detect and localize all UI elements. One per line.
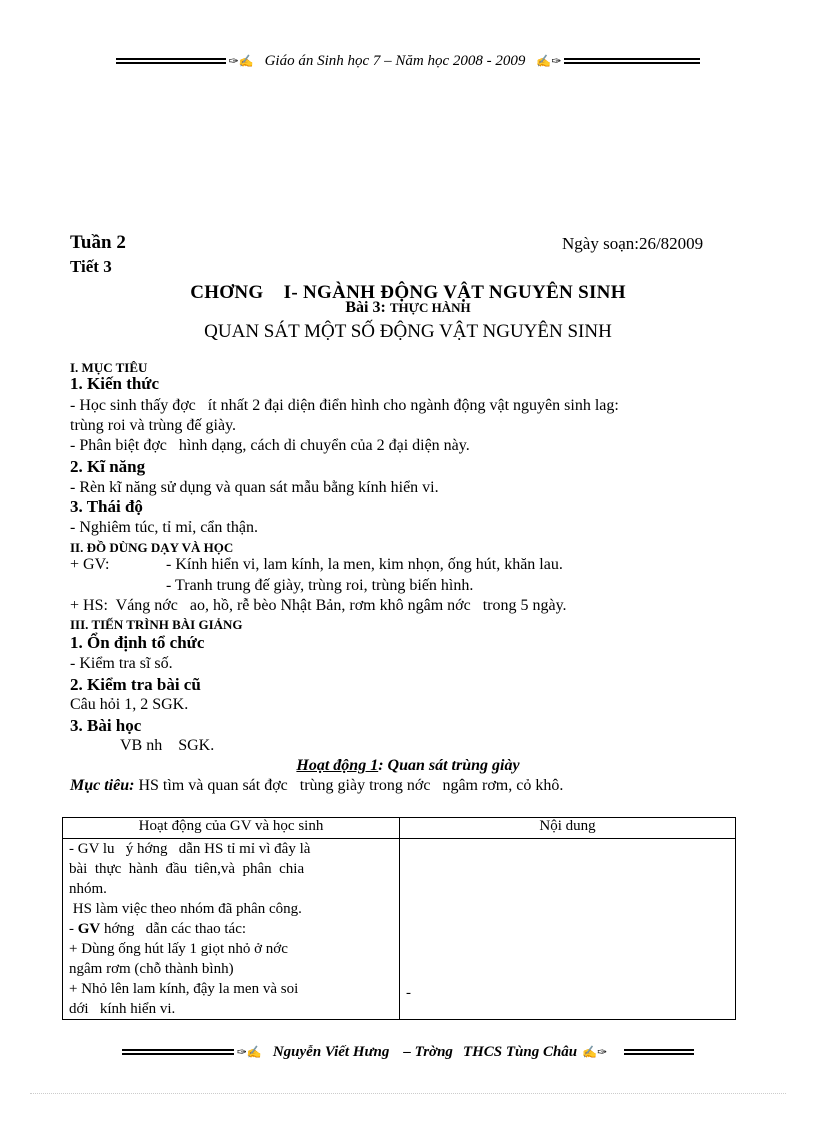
- footer-separator: – Trờng: [403, 1043, 453, 1060]
- lesson-heading: 3. Bài học: [70, 716, 142, 735]
- review-heading: 2. Kiểm tra bài cũ: [70, 675, 201, 694]
- skills-line: - Rèn kĩ năng sử dụng và quan sát mẫu bằng kính hiển vi.: [70, 479, 439, 496]
- cell-line: nhóm.: [69, 881, 107, 897]
- col-header-content: Nội dung: [400, 818, 736, 839]
- lesson-prefix: Bài 3:: [345, 299, 386, 316]
- materials-heading: II. ĐỒ DÙNG DẠY VÀ HỌC: [70, 540, 234, 555]
- cell-line: ngâm rơm (chỗ thành bình): [69, 961, 234, 977]
- cell-line: bài thực hành đầu tiên,và phân chia: [69, 861, 305, 877]
- lesson-subtitle: QUAN SÁT MỘT SỐ ĐỘNG VẬT NGUYÊN SINH: [204, 321, 612, 342]
- cell-line: + Dùng ống hút lấy 1 giọt nhỏ ở nớc: [69, 941, 288, 957]
- ornament-left-icon: ✑✍: [228, 53, 254, 68]
- cell-line: - GV lu ý hớng dẫn HS tỉ mỉ vì đây là: [69, 841, 311, 857]
- hs-line: + HS: Váng nớc ao, hồ, rễ bèo Nhật Bản, rơm khô ngâm nớc trong 5 ngày.: [70, 597, 567, 614]
- footer-school: THCS Tùng Châu: [462, 1043, 578, 1060]
- week-label: Tuần 2: [70, 232, 126, 253]
- header-rule-left: [116, 58, 226, 64]
- col-header-activity: Hoạt động của GV và học sinh: [63, 818, 400, 839]
- ornament-right-icon: ✍✑: [536, 53, 562, 68]
- gv-bold: GV: [77, 921, 101, 937]
- activity-label: Hoạt động 1: [296, 757, 379, 774]
- goal-text: HS tìm và quan sát đợc trùng giày trong nớc ngâm rơm, cỏ khô.: [134, 777, 564, 794]
- gv-line-1: - Kính hiển vi, lam kính, la men, kim nhọn, ống hút, khăn lau.: [166, 556, 563, 573]
- stabilize-line: - Kiểm tra sĩ số.: [70, 655, 173, 672]
- attitude-heading: 3. Thái độ: [70, 497, 143, 516]
- attitude-line: - Nghiêm túc, tỉ mỉ, cẩn thận.: [70, 519, 258, 536]
- skills-heading: 2. Kĩ năng: [70, 457, 146, 476]
- knowledge-line-3: - Phân biệt đợc hình dạng, cách di chuyển của 2 đại diện này.: [70, 437, 470, 454]
- objectives-heading: I. MỤC TIÊU: [70, 360, 148, 375]
- cell-line: HS làm việc theo nhóm đã phân công.: [69, 901, 302, 917]
- activity-title: [0, 757, 816, 775]
- footer-author: Nguyễn Viết Hưng: [272, 1043, 390, 1060]
- knowledge-heading: 1. Kiến thức: [70, 374, 160, 393]
- review-line: Câu hỏi 1, 2 SGK.: [70, 696, 189, 713]
- lesson-title: [0, 299, 816, 317]
- cell-line: dới kính hiển vi.: [69, 1001, 176, 1017]
- prep-date: Ngày soạn:26/82009: [562, 234, 704, 253]
- chapter-title: CHƠNG I- NGÀNH ĐỘNG VẬT NGUYÊN SINH: [190, 282, 626, 303]
- goal-line: [70, 777, 563, 795]
- process-heading: III. TIẾN TRÌNH BÀI GIẢNG: [70, 617, 243, 632]
- lesson-name: THỰC HÀNH: [389, 300, 471, 315]
- page-bottom-divider: [30, 1093, 786, 1094]
- gv-line-2: - Tranh trung đế giày, trùng roi, trùng biến hình.: [166, 577, 474, 594]
- header-text: Giáo án Sinh học 7 – Năm học 2008 - 2009: [264, 52, 526, 69]
- activity-table: [62, 817, 736, 1020]
- page-header: [0, 50, 816, 72]
- footer-ornament-right-icon: ✍✑: [582, 1044, 608, 1059]
- footer-rule-left: [122, 1049, 234, 1055]
- page-footer: [0, 1040, 816, 1064]
- content-cell: [400, 839, 736, 1020]
- knowledge-line-1: - Học sinh thấy đợc ít nhất 2 đại diện điển hình cho ngành động vật nguyên sinh lag:: [70, 397, 619, 414]
- cell-prefix: -: [69, 921, 78, 937]
- lesson-line: VB nh SGK.: [120, 737, 215, 754]
- header-rule-right: [564, 58, 700, 64]
- cell-line: [69, 919, 393, 939]
- activity-name: : Quan sát trùng giày: [378, 757, 520, 774]
- stabilize-heading: 1. Ổn định tổ chức: [70, 633, 205, 652]
- footer-ornament-left-icon: ✑✍: [236, 1044, 262, 1059]
- table-row: [63, 839, 736, 1020]
- footer-rule-right: [624, 1049, 694, 1055]
- content-mark: -: [406, 985, 411, 1001]
- gv-label: + GV:: [70, 556, 110, 573]
- cell-line: + Nhỏ lên lam kính, đậy la men và soi: [69, 981, 299, 997]
- table-header-row: [63, 818, 736, 839]
- period-label: Tiết 3: [70, 257, 112, 276]
- activity-cell: [63, 839, 400, 1020]
- goal-label: Mục tiêu:: [70, 777, 135, 794]
- knowledge-line-2: trùng roi và trùng đế giày.: [70, 417, 237, 434]
- cell-rest: hớng dẫn các thao tác:: [100, 921, 247, 937]
